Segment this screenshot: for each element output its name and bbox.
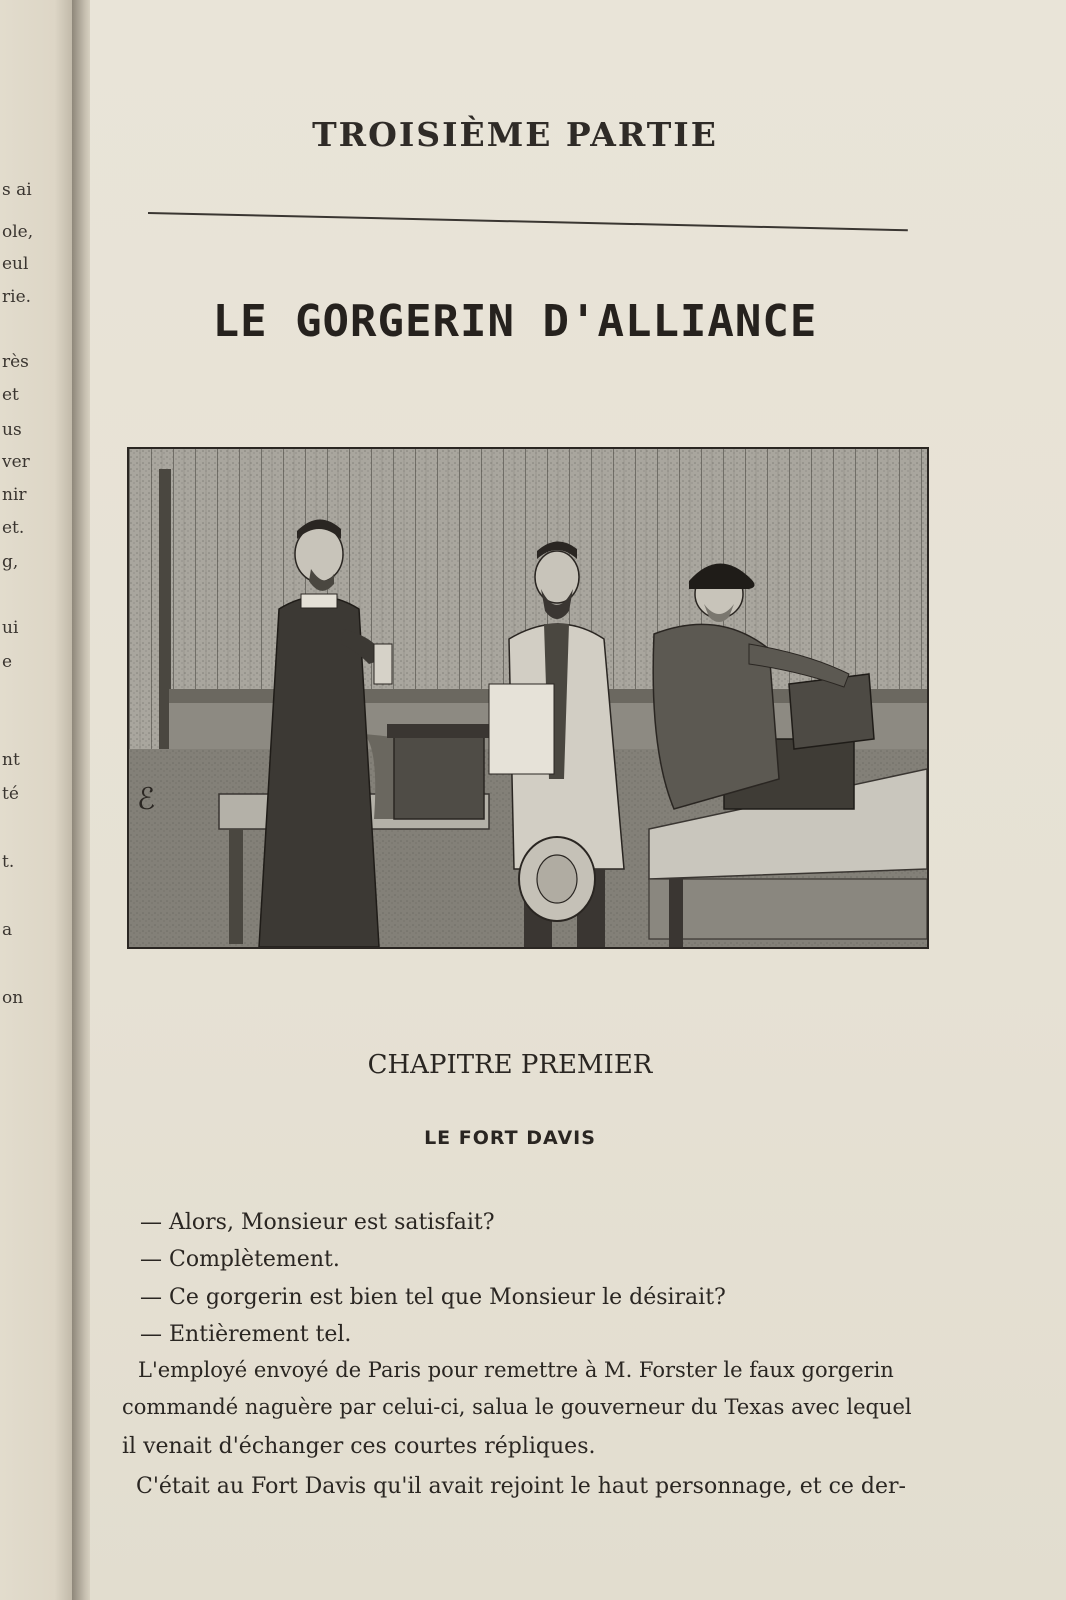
left-text-fragment: té: [2, 784, 19, 804]
part-title: TROISIÈME PARTIE: [312, 115, 718, 154]
left-text-fragment: nir: [2, 485, 27, 505]
left-text-fragment: et: [2, 385, 19, 405]
book-title: LE GORGERIN D'ALLIANCE: [212, 296, 818, 347]
left-text-fragment: ver: [2, 452, 30, 472]
body-line: — Alors, Monsieur est satisfait?: [140, 1210, 495, 1235]
svg-text:ℰ: ℰ: [137, 782, 156, 817]
body-line: L'employé envoyé de Paris pour remettre à M. Forster le faux gorgerin: [138, 1358, 894, 1382]
left-text-fragment: eul: [2, 254, 29, 274]
left-text-fragment: on: [2, 988, 24, 1008]
left-text-fragment: us: [2, 420, 22, 440]
left-text-fragment: ole,: [2, 222, 34, 242]
left-text-fragment: t.: [2, 852, 15, 872]
left-text-fragment: a: [2, 920, 13, 940]
left-text-fragment: et.: [2, 518, 25, 538]
engraving-illustration: [127, 447, 929, 949]
left-text-fragment: e: [2, 652, 13, 672]
left-text-fragment: rie.: [2, 287, 32, 307]
left-text-fragment: nt: [2, 750, 20, 770]
body-line: il venait d'échanger ces courtes répliques.: [122, 1434, 596, 1459]
body-line: — Entièrement tel.: [140, 1322, 352, 1347]
body-line: — Ce gorgerin est bien tel que Monsieur le désirait?: [140, 1285, 726, 1310]
left-text-fragment: g,: [2, 552, 19, 572]
left-text-fragment: rès: [2, 352, 29, 372]
left-text-fragment: s ai: [2, 180, 32, 200]
body-line: C'était au Fort Davis qu'il avait rejoint le haut personnage, et ce der-: [136, 1474, 906, 1499]
body-line: — Complètement.: [140, 1247, 340, 1272]
body-line: commandé naguère par celui-ci, salua le gouverneur du Texas avec lequel: [122, 1395, 912, 1419]
left-text-fragment: ui: [2, 618, 19, 638]
chapter-heading: CHAPITRE PREMIER: [367, 1050, 653, 1080]
left-page-edge: [0, 0, 78, 1600]
chapter-subtitle: LE FORT DAVIS: [424, 1127, 596, 1149]
